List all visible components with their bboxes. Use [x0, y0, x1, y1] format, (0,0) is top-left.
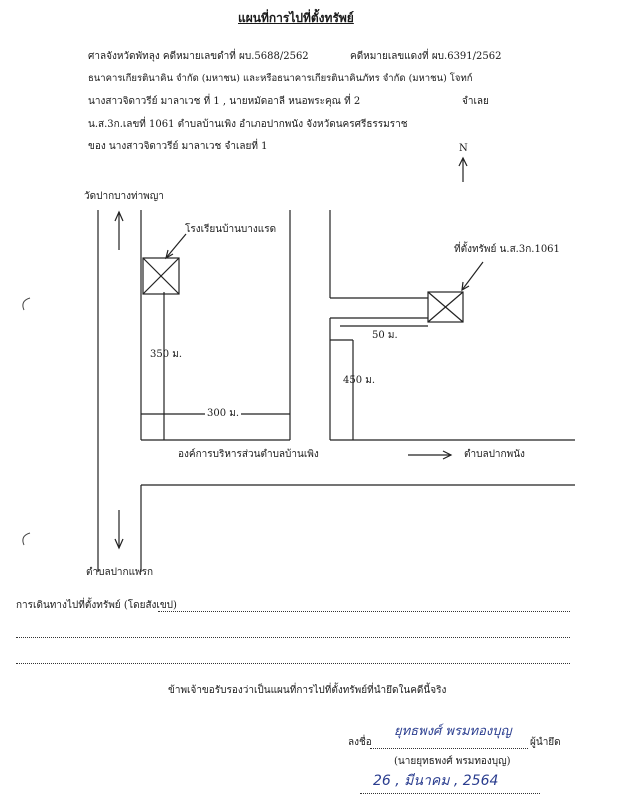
label-to-right: ตำบลปากพนัง — [464, 449, 525, 460]
handwritten-date: 26 , มีนาคม , 2564 — [373, 773, 499, 789]
property-pointer — [462, 262, 483, 290]
directions-label: การเดินทางไปที่ตั้งทรัพย์ (โดยสังเขป) — [16, 600, 177, 611]
label-property: ที่ตั้งทรัพย์ น.ส.3ก.1061 — [454, 244, 560, 255]
directions-line-3 — [16, 663, 570, 664]
label-50m: 50 ม. — [372, 330, 398, 341]
page-title: แผนที่การไปที่ตั้งทรัพย์ — [238, 11, 354, 25]
sign-label: ลงชื่อ — [348, 737, 372, 748]
plaintiff-line: ธนาคารเกียรตินาคิน จำกัด (มหาชน) และหรือธนาคารเกียรตินาคินภัทร จำกัด (มหาชน) โจทก์ — [88, 73, 473, 84]
label-sao: องค์การบริหารส่วนตำบลบ้านเพิง — [178, 449, 319, 460]
label-to-top: วัดปากบางท่าพญา — [84, 191, 164, 202]
handwritten-signature: ยุทธพงศ์ พรมทองบุญ — [394, 724, 512, 739]
red-case-line: คดีหมายเลขแดงที่ ผบ.6391/2562 — [350, 51, 502, 62]
punch-hole-mark-lower — [23, 533, 30, 545]
north-label: N — [459, 143, 468, 154]
court-case-line: ศาลจังหวัดพัทลุง คดีหมายเลขดำที่ ผบ.5688/2562 — [88, 51, 309, 62]
certification-text: ข้าพเจ้าขอรับรองว่าเป็นแผนที่การไปที่ตั้งทรัพย์ที่นำยึดในคดีนี้จริง — [168, 685, 447, 696]
label-450m: 450 ม. — [343, 375, 376, 386]
deed-line: น.ส.3ก.เลขที่ 1061 ตำบลบ้านเพิง อำเภอปากพนัง จังหวัดนครศรีธรรมราช — [88, 119, 408, 130]
defendants-line: นางสาวจิดาวรีย์ มาลาเวช ที่ 1 , นายหมัดอาลี หนอพระคุณ ที่ 2 — [88, 96, 361, 107]
printed-name: (นายยุทธพงศ์ พรมทองบุญ) — [394, 756, 511, 767]
defendant-role: จำเลย — [462, 96, 489, 107]
signature-line — [370, 748, 528, 749]
punch-hole-mark-upper — [23, 298, 30, 310]
directions-line-2 — [16, 637, 570, 638]
signer-role: ผู้นำยึด — [530, 737, 561, 748]
label-300m: 300 ม. — [207, 408, 240, 419]
school-pointer — [166, 234, 186, 258]
directions-line-1 — [158, 611, 570, 612]
label-to-bottom: ตำบลปากแพรก — [86, 567, 154, 578]
label-school: โรงเรียนบ้านบางแรด — [185, 224, 277, 235]
label-350m: 350 ม. — [150, 349, 183, 360]
owner-line: ของ นางสาวจิดาวรีย์ มาลาเวช จำเลยที่ 1 — [88, 141, 268, 152]
date-line — [360, 793, 540, 794]
